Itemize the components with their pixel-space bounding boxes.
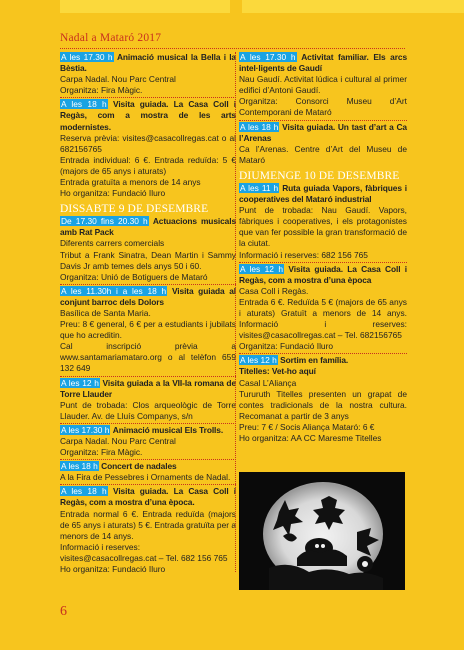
time-tag: A les 18 h xyxy=(61,461,98,472)
event-title: Visita guiada. La Casa Coll i Regàs, com a mostra d’una època. xyxy=(60,486,236,508)
time-tag: A les 17.30 h xyxy=(61,52,113,62)
shadow-puppets-image xyxy=(239,472,405,590)
event-detail: Punt de trobada: Nau Gaudí. Vapors, fàbriques i cooperatives, i els protagonistes que van fer possible la gran transformació de la ciutat. xyxy=(239,205,407,249)
event-detail: Nau Gaudí. Activitat lúdica i cultural al primer edifici d’Antoni Gaudí. xyxy=(239,74,407,96)
event-item xyxy=(239,122,407,144)
event-item xyxy=(239,52,407,74)
item-separator xyxy=(239,120,407,121)
event-item xyxy=(60,99,236,132)
event-detail: Entrada normal 6 €. Entrada reduïda (majors de 65 anys i aturats) 5 €. Entrada gratuïta per a menors de 14 anys. xyxy=(60,508,236,541)
event-detail: Tribut a Frank Sinatra, Dean Martin i Sammy Davis Jr amb temes dels anys 50 i 60. xyxy=(60,249,236,271)
event-detail: Organitza: Fundació Iluro xyxy=(239,341,334,352)
top-color-bar xyxy=(0,0,464,13)
time-tag: A les 17.30 h xyxy=(240,52,296,62)
event-detail: Entrada individual: 6 €. Entrada reduïda: 5 € (majors de 65 anys i aturats) xyxy=(60,154,236,176)
event-detail: Informació i reserves: 682 156 765 xyxy=(239,249,368,260)
event-item xyxy=(239,355,407,366)
column-divider xyxy=(235,52,236,572)
event-title: Visita guiada. La Casa Coll i Regàs, com a mostra d’una època xyxy=(239,263,407,285)
event-detail: Diferents carrers comercials xyxy=(60,238,165,249)
event-item xyxy=(60,486,236,508)
item-separator xyxy=(60,97,236,98)
event-detail: Entrada 6 €. Reduïda 5 € (majors de 65 anys i aturats) Gratuït a menors de 14 anys. Informació i reserves: visites@casacollregas.cat – Tel. 682156765 xyxy=(239,296,407,341)
event-item xyxy=(239,183,407,205)
item-separator xyxy=(239,262,407,263)
event-title: Actuacions musicals amb Rat Pack xyxy=(60,216,237,238)
event-detail: Carpa Nadal. Nou Parc Central xyxy=(60,436,176,446)
event-title: Sortim en família. xyxy=(280,355,349,366)
time-tag: A les 11.30h i a les 18 h xyxy=(61,285,167,296)
event-title: Animació musical Els Trolls. xyxy=(112,424,224,435)
item-separator xyxy=(60,376,236,377)
section-heading: DIUMENGE 10 DE DESEMBRE xyxy=(239,169,400,182)
left-column xyxy=(60,52,236,575)
event-detail: Preu: 7 € / Socis Aliança Mataró: 6 € xyxy=(239,421,375,432)
event-item xyxy=(239,264,407,286)
event-detail: A la Fira de Pessebres i Ornaments de Nadal. xyxy=(60,472,231,483)
event-item xyxy=(60,378,236,400)
event-title: Activitat familiar. Els arcs intel·ligents de Gaudí xyxy=(239,52,408,74)
event-item xyxy=(60,461,236,472)
page-number: 6 xyxy=(60,604,67,619)
event-title: Titelles: Vet-ho aquí xyxy=(239,366,316,377)
event-title: Animació musical la Bella i la Bèstia. xyxy=(60,52,236,74)
time-tag: A les 12 h xyxy=(61,377,99,388)
puppet-illustration xyxy=(239,472,405,590)
event-detail: Informació i reserves: xyxy=(60,541,141,552)
event-detail: Ca l’Arenas. Centre d’Art del Museu de Mataró xyxy=(239,143,407,165)
event-detail: Punt de trobada: Clos arqueològic de Torre Llauder. Av. de Lluís Companys, s/n xyxy=(60,399,236,421)
item-separator xyxy=(239,353,407,354)
event-item xyxy=(60,216,236,238)
event-detail: Casa Coll i Regàs. xyxy=(239,285,309,296)
event-detail: Carpa Nadal. Nou Parc Central xyxy=(60,74,176,85)
time-tag: A les 12 h xyxy=(240,263,284,274)
event-detail: Entrada gratuïta a menors de 14 anys xyxy=(60,177,201,188)
event-title: Concert de nadales xyxy=(101,461,177,472)
section-heading: DISSABTE 9 DE DESEMBRE xyxy=(60,203,209,216)
event-detail: Organitza: Fira Màgic. xyxy=(60,85,143,96)
event-detail: Ho organitza: AA CC Maresme Titelles xyxy=(239,433,382,443)
time-tag: A les 11 h xyxy=(240,182,279,193)
item-separator xyxy=(60,423,236,424)
event-item xyxy=(60,286,236,308)
time-tag: A les 17.30 h xyxy=(61,424,110,435)
page-header: Nadal a Mataró 2017 xyxy=(60,32,162,44)
event-title: Visita guiada al conjunt barroc dels Dolors xyxy=(60,285,236,307)
event-title: Ruta guiada Vapors, fàbriques i cooperatives del Mataró industrial xyxy=(239,182,408,205)
event-detail: Organitza: Unió de Botiguers de Mataró xyxy=(60,271,208,282)
event-detail: Reserva prèvia: visites@casacollregas.cat o al 682156765 xyxy=(60,132,236,154)
event-detail: Preu: 8 € general, 6 € per a estudiants i jubilats que ho acreditin. xyxy=(60,319,236,341)
event-detail: Organitza: Consorci Museu d’Art Contemporani de Mataró xyxy=(239,96,407,118)
right-column xyxy=(239,52,407,444)
item-separator xyxy=(60,284,236,285)
header-rule xyxy=(60,48,405,49)
event-detail: Tururuth Titelles presenten un grapat de contes tradicionals de la nostra cultura. Recomanat a partir de 3 anys xyxy=(239,388,407,421)
event-detail: Casal L’Aliança xyxy=(239,377,297,388)
time-tag: A les 18 h xyxy=(61,486,107,497)
event-detail: Cal inscripció prèvia a www.santamariamataro.org o al telèfon 659 132 649 xyxy=(60,341,236,374)
item-separator xyxy=(60,459,236,460)
event-item xyxy=(60,52,236,74)
event-detail: Ho organitza: Fundació Iluro xyxy=(60,188,166,199)
event-detail: Ho organitza: Fundació Iluro xyxy=(60,564,166,575)
event-title: Visita guiada a la VII-la romana de Torre Llauder xyxy=(60,377,237,399)
event-detail: Organitza: Fira Màgic. xyxy=(60,447,143,458)
item-separator xyxy=(60,484,236,485)
event-item xyxy=(60,425,236,436)
time-tag: De 17.30 fins 20.30 h xyxy=(61,216,148,227)
event-title: Visita guiada. Un tast d’art a Ca l’Arenas xyxy=(239,121,407,143)
event-item xyxy=(239,366,407,377)
event-detail: Basílica de Santa Maria. xyxy=(60,307,151,318)
time-tag: A les 12 h xyxy=(240,355,277,366)
time-tag: A les 18 h xyxy=(61,99,107,110)
time-tag: A les 18 h xyxy=(240,121,279,132)
event-title: Visita guiada. La Casa Coll i Regàs, com a mostra de les arts modernistes. xyxy=(60,99,236,132)
event-detail: visites@casacollregas.cat – Tel. 682 156 765 xyxy=(60,552,228,563)
